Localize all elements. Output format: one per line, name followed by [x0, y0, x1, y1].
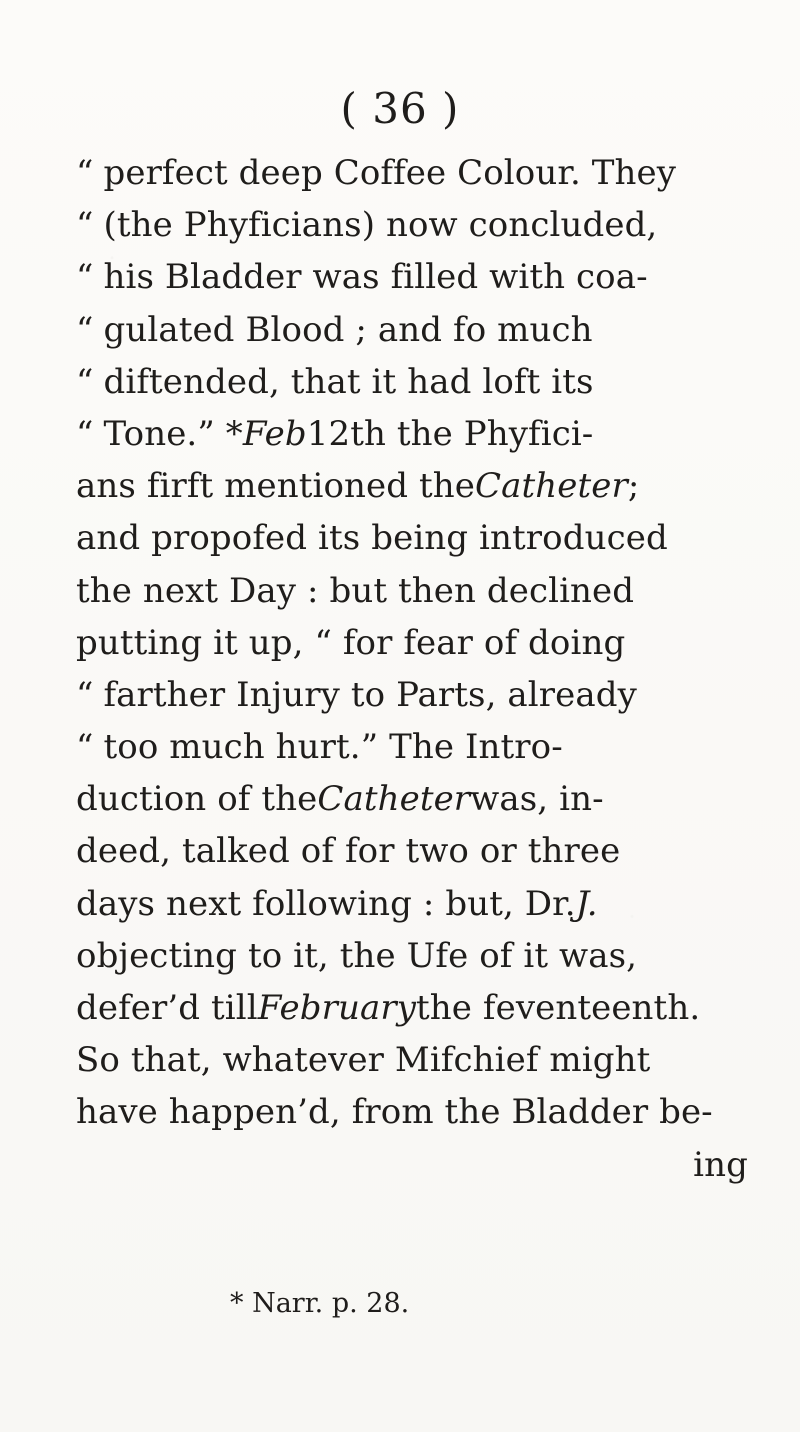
text-line: have happen’d, from the Bladder be- [76, 1092, 713, 1133]
text-line: “ (the Phyficians) now concluded, [76, 205, 658, 246]
text-line: “ his Bladder was filled with coa- [76, 257, 648, 298]
text-line: ing [693, 1144, 748, 1185]
text-line: “ diftended, that it had loft its [76, 361, 594, 402]
text-line: and propofed its being introduced [76, 518, 668, 559]
text-line: deed, talked of for two or three [76, 831, 621, 872]
text-line: objecting to it, the Ufe of it was, [76, 935, 638, 976]
text-line: “ Tone.” * Feb 12th the Phyfici- [76, 413, 594, 454]
text-line: So that, whatever Mifchief might [76, 1040, 651, 1081]
text-line: “ perfect deep Coffee Colour. They [76, 153, 677, 193]
text-line: ans firft mentioned the Catheter ; [76, 466, 640, 507]
text-line: “ too much hurt.” The Intro- [76, 727, 563, 768]
text-line: putting it up, “ for fear of doing [76, 622, 626, 663]
main-text [76, 147, 748, 1191]
text-line: days next following : but, Dr. J. [76, 883, 598, 924]
text-line: “ farther Injury to Parts, already [76, 674, 637, 715]
page-number: ( 36 ) [340, 84, 460, 133]
footnote: * Narr. p. 28. [230, 1288, 410, 1319]
text-line: duction of the Catheter was, in- [76, 779, 604, 820]
text-line: defer’d till February the feventeenth. [76, 988, 701, 1028]
text-line: “ gulated Blood ; and fo much [76, 309, 593, 350]
text-line: the next Day : but then declined [76, 570, 635, 611]
